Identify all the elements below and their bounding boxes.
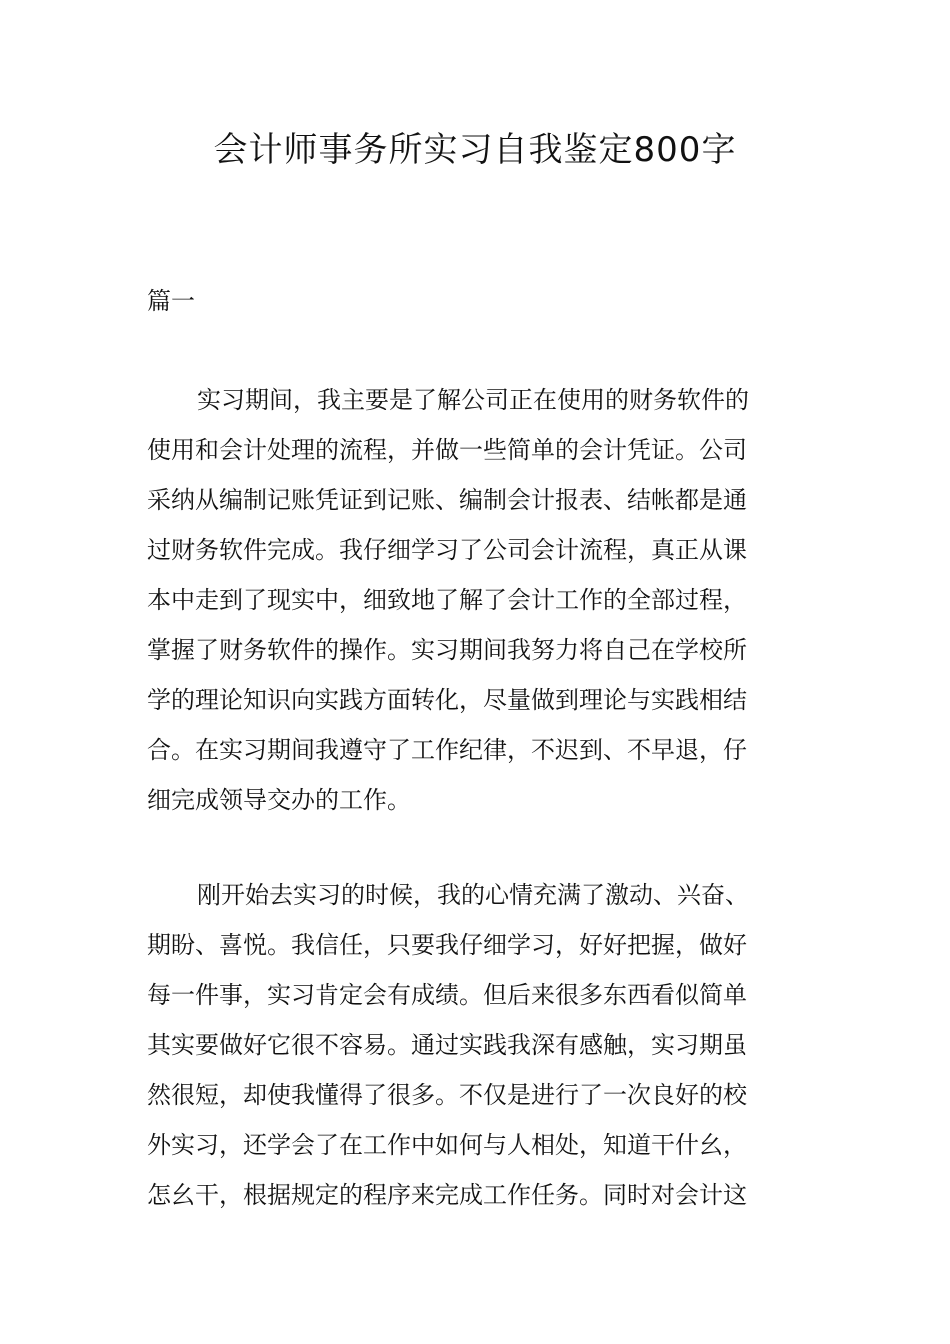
- paragraph-line: 外实习，还学会了在工作中如何与人相处，知道干什幺，: [147, 1131, 747, 1159]
- paragraph-line: 怎幺干，根据规定的程序来完成工作任务。同时对会计这: [147, 1181, 747, 1209]
- paragraph-2: [147, 870, 807, 1220]
- paragraph-line: 采纳从编制记账凭证到记账、编制会计报表、结帐都是通: [147, 486, 747, 514]
- paragraph-line: 期盼、喜悦。我信任，只要我仔细学习，好好把握，做好: [147, 931, 747, 959]
- paragraph-line: 使用和会计处理的流程，并做一些简单的会计凭证。公司: [147, 436, 747, 464]
- paragraph-line: 刚开始去实习的时候，我的心情充满了激动、兴奋、: [197, 881, 749, 909]
- paragraph-line: 然很短，却使我懂得了很多。不仅是进行了一次良好的校: [147, 1081, 747, 1109]
- document-title: 会计师事务所实习自我鉴定800字: [213, 130, 737, 170]
- paragraph-1: [147, 375, 807, 825]
- paragraph-line: 掌握了财务软件的操作。实习期间我努力将自己在学校所: [147, 636, 747, 664]
- paragraph-line: 其实要做好它很不容易。通过实践我深有感触，实习期虽: [147, 1031, 747, 1059]
- paragraph-line: 细完成领导交办的工作。: [147, 786, 411, 814]
- paragraph-line: 每一件事，实习肯定会有成绩。但后来很多东西看似简单: [147, 981, 747, 1009]
- section-label: 篇一: [147, 287, 195, 315]
- paragraph-line: 本中走到了现实中，细致地了解了会计工作的全部过程，: [147, 586, 747, 614]
- paragraph-line: 学的理论知识向实践方面转化，尽量做到理论与实践相结: [147, 686, 747, 714]
- paragraph-line: 实习期间，我主要是了解公司正在使用的财务软件的: [197, 386, 749, 414]
- paragraph-line: 过财务软件完成。我仔细学习了公司会计流程，真正从课: [147, 536, 747, 564]
- paragraph-line: 合。在实习期间我遵守了工作纪律，不迟到、不早退，仔: [147, 736, 747, 764]
